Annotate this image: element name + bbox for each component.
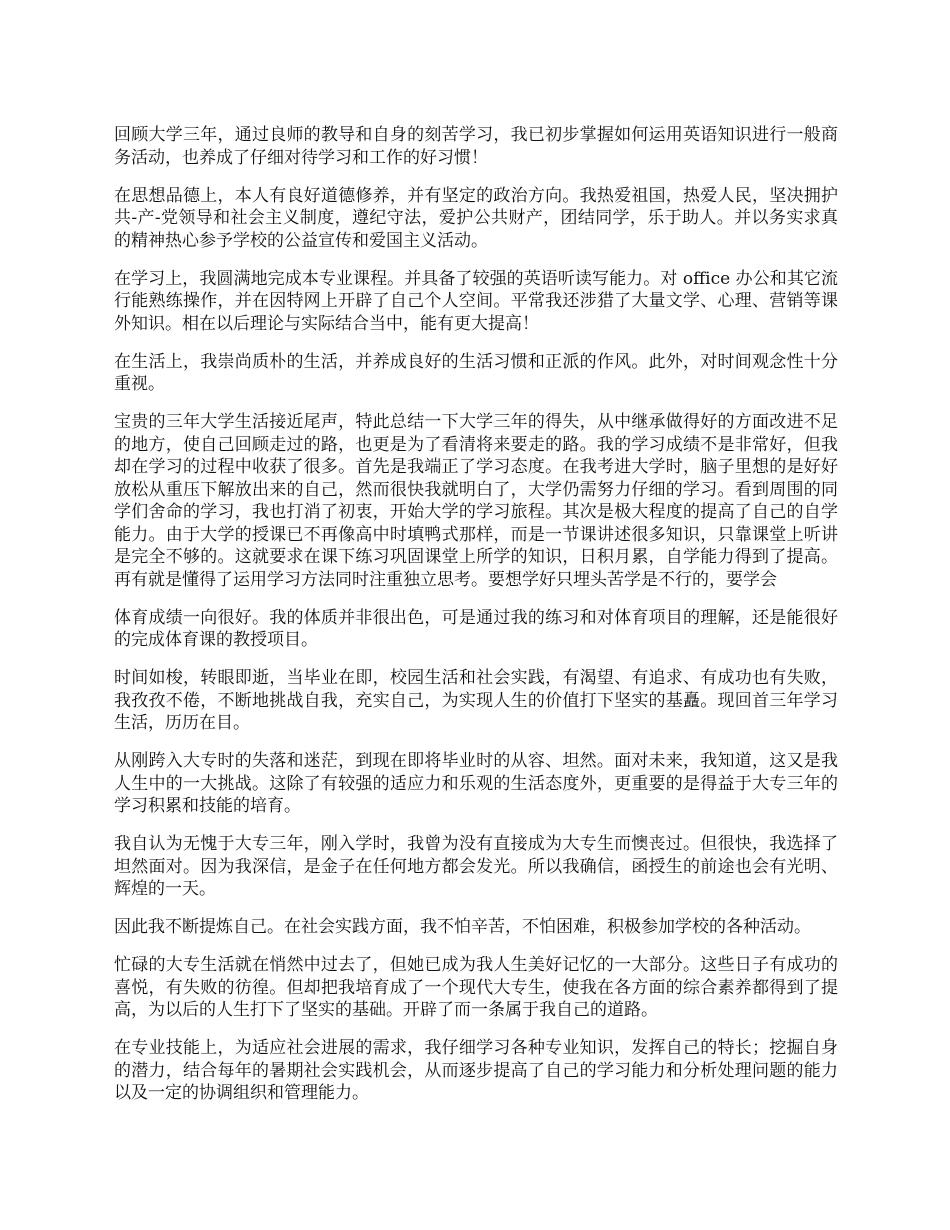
paragraph-practice: 因此我不断提炼自己。在社会实践方面，我不怕辛苦，不怕困难，积极参加学校的各种活动。 bbox=[114, 917, 811, 937]
paragraph-memories: 忙碌的大专生活就在悄然中过去了，但她已成为我人生美好记忆的一大部分。这些日子有成功的喜悦，有失败的彷徨。但却把我培育成了一个现代大专生，使我在各方面的综合素养都得到了提高，为以后的人生打下了坚实的基础。开辟了而一条属于我自己的道路。 bbox=[114, 955, 838, 1020]
paragraph-study: 在学习上，我圆满地完成本专业课程。并具备了较强的英语听读写能力。对 office 办公和其它流行能熟练操作，并在因特网上开辟了自己个人空间。平常我还涉猎了大量文学、心理、营销等课外知识。相在以后理论与实际结合当中，能有更大提高！ bbox=[114, 268, 838, 334]
paragraph-life: 在生活上，我崇尚质朴的生活，并养成良好的生活习惯和正派的作风。此外，对时间观念性十分重视。 bbox=[114, 351, 838, 394]
paragraph-review: 回顾大学三年，通过良师的教导和自身的刻苦学习，我已初步掌握如何运用英语知识进行一般商务活动，也养成了仔细对待学习和工作的好习惯！ bbox=[114, 125, 838, 168]
paragraph-sports: 体育成绩一向很好。我的体质并非很出色，可是通过我的练习和对体育项目的理解，还是能很好的完成体育课的教授项目。 bbox=[114, 607, 838, 650]
paragraph-summary: 宝贵的三年大学生活接近尾声，特此总结一下大学三年的得失，从中继承做得好的方面改进不足的地方，使自己回顾走过的路，也更是为了看清将来要走的路。我的学习成绩不是非常好，但我却在学习的过程中收获了很多。首先是我端正了学习态度。在我考进大学时，脑子里想的是好好放松从重压下解放出来的自己，然而很快我就明白了，大学仍需努力仔细的学习。看到周围的同学们舍命的学习，我也打消了初衷，开始大学的学习旅程。其次是极大程度的提高了自己的自学能力。由于大学的授课已不再像高中时填鸭式那样，而是一节课讲述很多知识，只靠课堂上听讲是完全不够的。这就要求在课下练习巩固课堂上所学的知识，日积月累，自学能力得到了提高。再有就是懂得了运用学习方法同时注重独立思考。要想学好只埋头苦学是不行的，要学会 bbox=[114, 412, 838, 590]
paragraph-future: 从刚跨入大专时的失落和迷茫，到现在即将毕业时的从容、坦然。面对未来，我知道，这又是我人生中的一大挑战。这除了有较强的适应力和乐观的生活态度外，更重要的是得益于大专三年的学习积累和技能的培育。 bbox=[114, 751, 838, 816]
paragraph-self-assessment: 我自认为无愧于大专三年，刚入学时，我曾为没有直接成为大专生而懊丧过。但很快，我选择了坦然面对。因为我深信，是金子在任何地方都会发光。所以我确信，函授生的前途也会有光明、辉煌的一天。 bbox=[114, 834, 838, 899]
paragraph-time: 时间如梭，转眼即逝，当毕业在即，校园生活和社会实践，有渴望、有追求、有成功也有失败，我孜孜不倦，不断地挑战自我，充实自己，为实现人生的价值打下坚实的基矗。现回首三年学习生活，历历在目。 bbox=[114, 668, 838, 733]
document-body bbox=[114, 124, 838, 1120]
paragraph-skills: 在专业技能上，为适应社会进展的需求，我仔细学习各种专业知识，发挥自己的特长；挖掘自身的潜力，结合每年的暑期社会实践机会，从而逐步提高了自己的学习能力和分析处理问题的能力以及一定的协调组织和管理能力。 bbox=[114, 1038, 838, 1103]
paragraph-ideology: 在思想品德上，本人有良好道德修养，并有坚定的政治方向。我热爱祖国，热爱人民，坚决拥护共-产-党领导和社会主义制度，遵纪守法，爱护公共财产，团结同学，乐于助人。并以务实求真的精神热心参予学校的公益宣传和爱国主义活动。 bbox=[114, 185, 838, 251]
